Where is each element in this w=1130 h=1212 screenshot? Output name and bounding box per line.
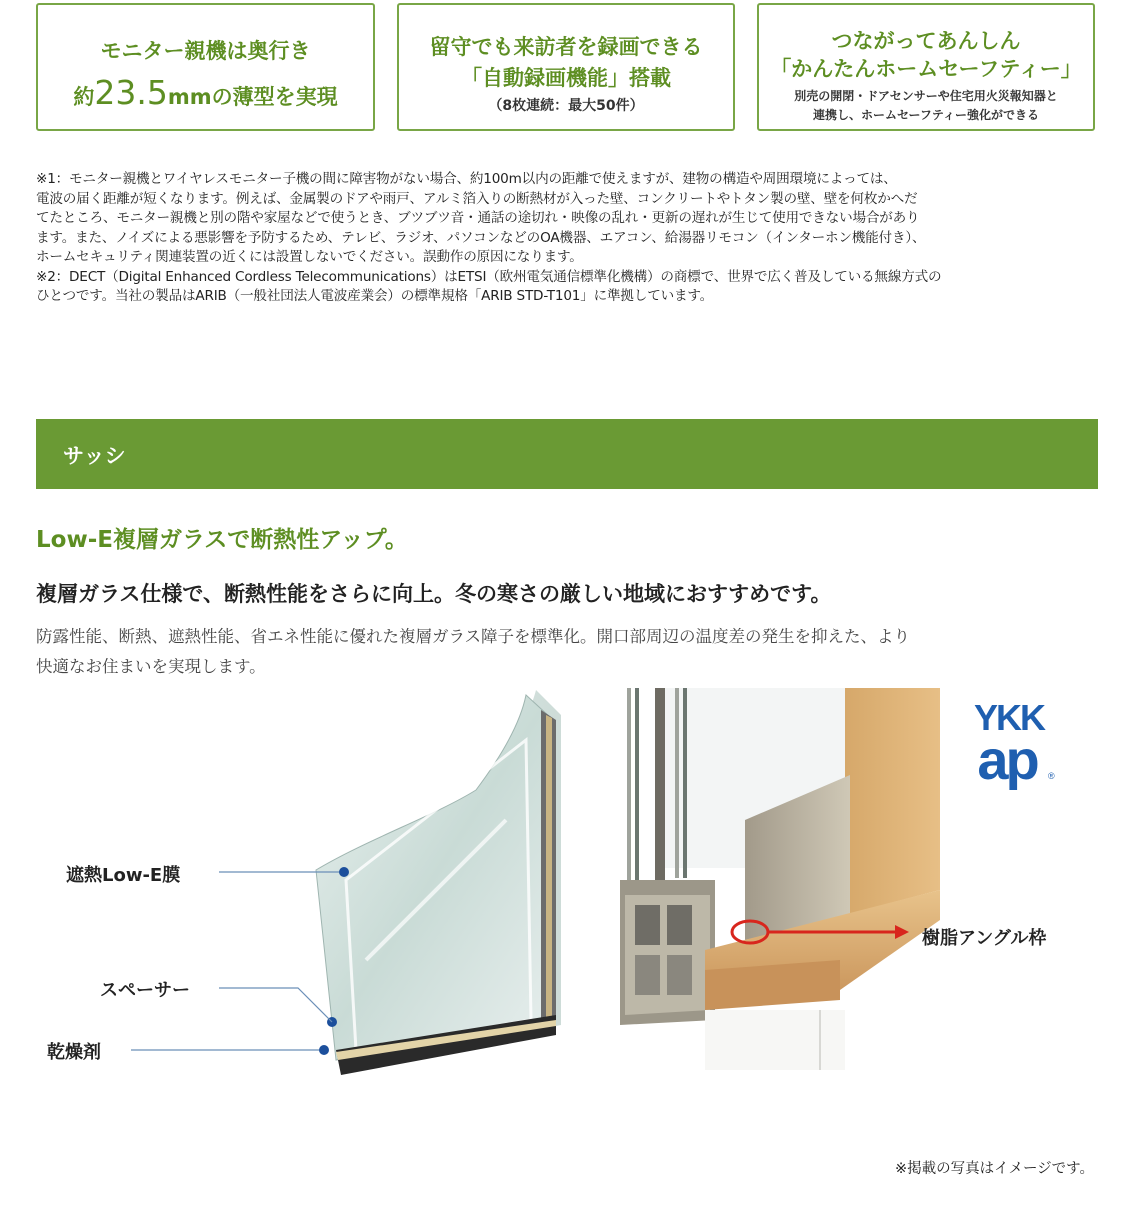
body-line: 防露性能、断熱、遮熱性能、省エネ性能に優れた複層ガラス障子を標準化。開口部周辺の温度差の発生を抑えた、より — [36, 627, 911, 646]
feature-line: モニター親機は奥行き — [100, 39, 311, 63]
ykk-ap-logo — [965, 695, 1055, 790]
section-subhead: 複層ガラス仕様で、断熱性能をさらに向上。冬の寒さの厳しい地域におすすめです。 — [36, 582, 832, 606]
section-header-bar — [36, 419, 1098, 489]
note-line: ※2：DECT（Digital Enhanced Cordless Telecommunications）はETSI（欧州電気通信標準化機構）の商標で、世界で広く普及している無線方式の — [36, 268, 942, 285]
feature-line: 留守でも来訪者を録画できる — [429, 35, 703, 59]
footnotes — [36, 170, 1106, 307]
svg-text:YKK: YKK — [973, 697, 1045, 738]
feature-note: 別売の開閉・ドアセンサーや住宅用火災報知器と — [794, 89, 1058, 103]
section-title: サッシ — [63, 444, 126, 468]
feature-note: （8枚連続：最大50件） — [488, 98, 644, 114]
label-resin-angle-frame: 樹脂アングル枠 — [922, 928, 1047, 949]
feature-box-thin-monitor — [36, 3, 375, 131]
body-line: 快適なお住まいを実現します。 — [36, 657, 266, 676]
section-body — [36, 622, 1106, 682]
note-line: 電波の届く距離が短くなります。例えば、金属製のドアや雨戸、アルミ箔入りの断熱材が入った壁、コンクリートやトタン製の壁、壁を何枚かへだ — [36, 190, 918, 207]
feature-line: つながってあんしん — [831, 29, 1021, 53]
label-low-e-film: 遮熱Low-E膜 — [66, 865, 181, 886]
feature-box-home-safety — [757, 3, 1095, 131]
image-caption: ※掲載の写真はイメージです。 — [894, 1161, 1094, 1177]
note-line: ※1：モニター親機とワイヤレスモニター子機の間に障害物がない場合、約100m以内の距離で使えますが、建物の構造や周囲環境によっては、 — [36, 171, 897, 187]
svg-text:®: ® — [1048, 771, 1055, 781]
feature-line: 「かんたんホームセーフティー」 — [770, 57, 1082, 81]
label-spacer: スペーサー — [100, 980, 190, 1001]
feature-line: 約23.5mmの薄型を実現 — [73, 73, 338, 112]
svg-text:ap: ap — [977, 728, 1037, 790]
note-line: ホームセキュリティ関連装置の近くには設置しないでください。誤動作の原因になります。 — [36, 249, 583, 265]
note-line: ひとつです。当社の製品はARIB（一般社団法人電波産業会）の標準規格「ARIB STD-T101」に準拠しています。 — [36, 288, 714, 304]
section-headline: Low-E複層ガラスで断熱性アップ。 — [36, 527, 408, 553]
note-line: ます。また、ノイズによる悪影響を予防するため、テレビ、ラジオ、パソコンなどのOA機器、エアコン、給湯器リモコン（インターホン機能付き）、 — [36, 229, 926, 246]
label-desiccant: 乾燥剤 — [47, 1042, 101, 1063]
feature-note: 連携し、ホームセーフティー強化ができる — [813, 108, 1039, 122]
note-line: てたところ、モニター親機と別の階や家屋などで使うとき、ブツブツ音・通話の途切れ・映像の乱れ・更新の遅れが生じて使用できない場合があり — [36, 210, 920, 226]
feature-line: 「自動録画機能」搭載 — [461, 66, 671, 90]
feature-box-auto-record — [397, 3, 735, 131]
